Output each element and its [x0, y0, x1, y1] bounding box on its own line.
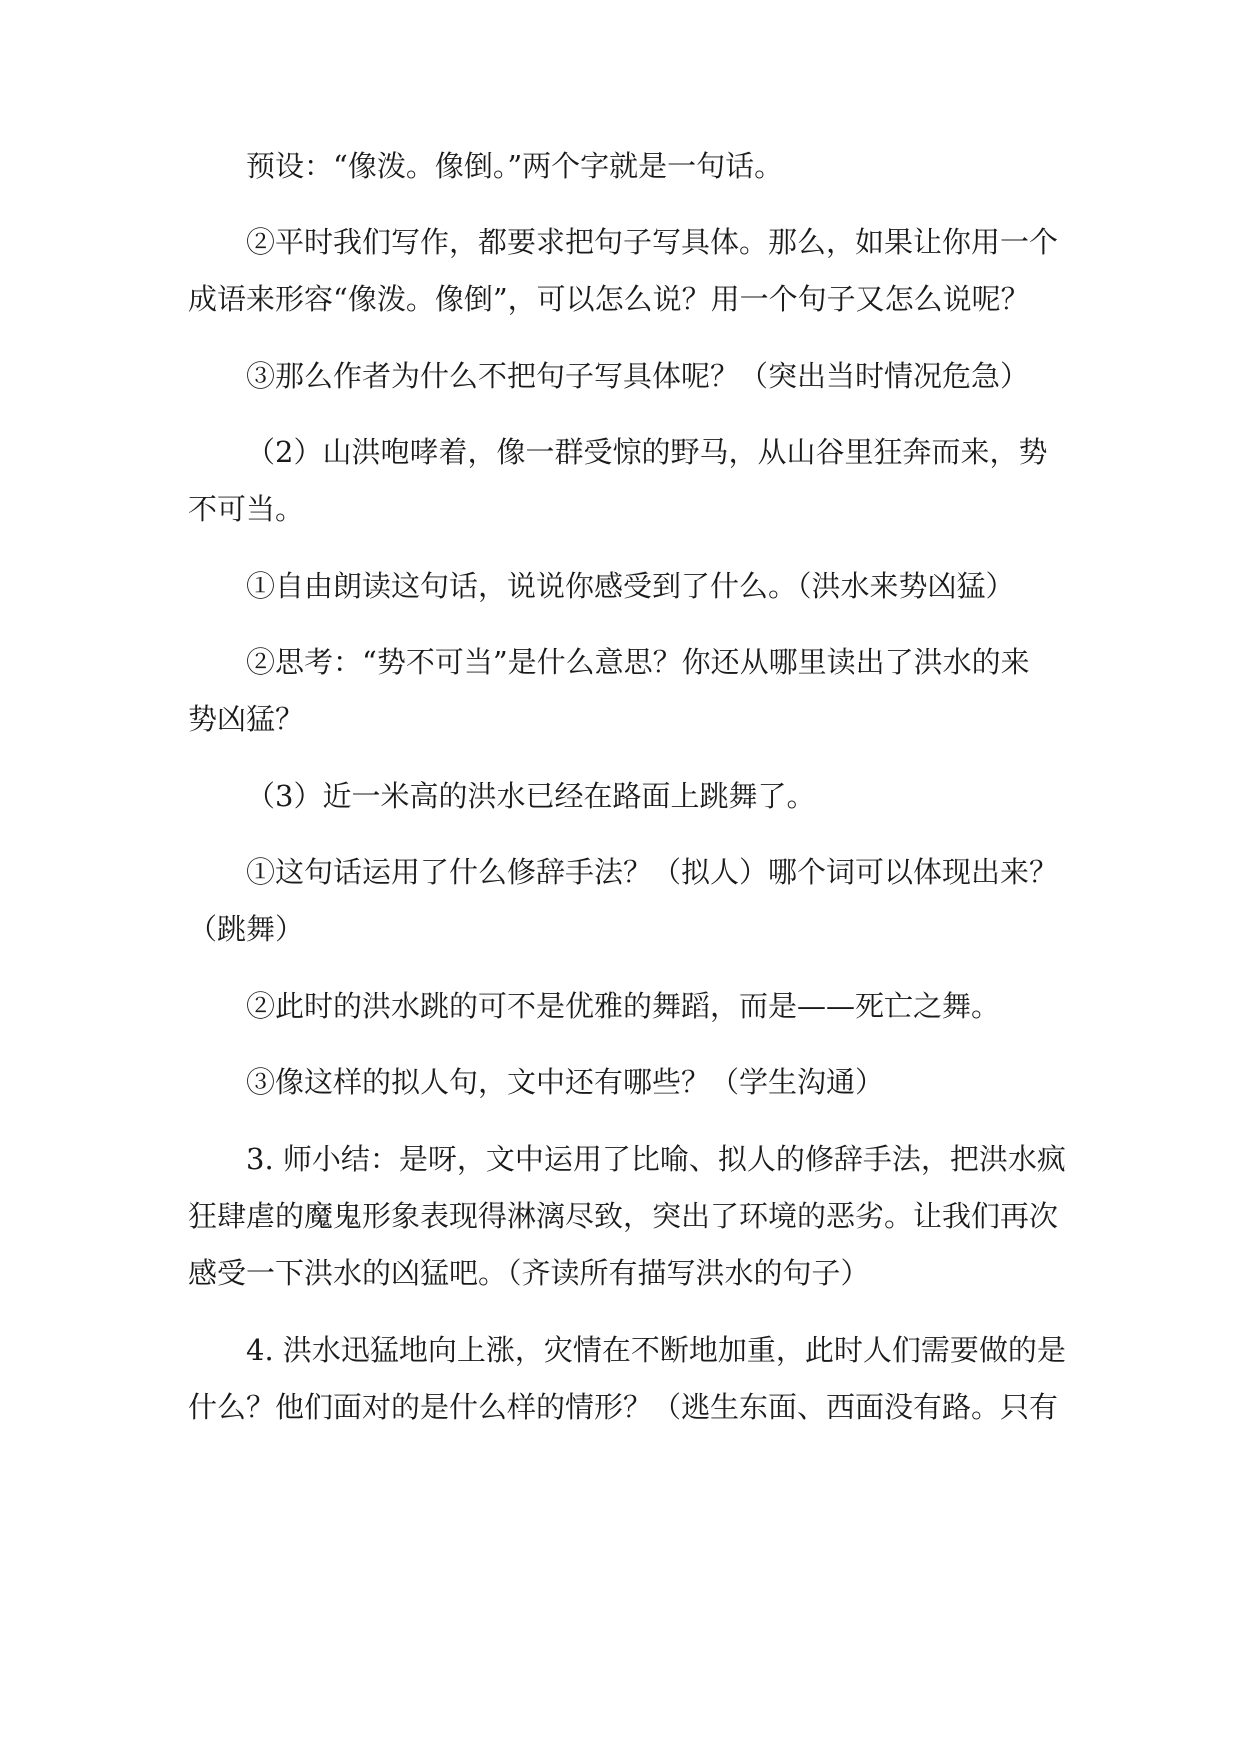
text-line: ③那么作者为什么不把句子写具体呢？（突出当时情况危急）	[246, 359, 1030, 393]
text-line: 4. 洪水迅猛地向上涨，灾情在不断地加重，此时人们需要做的是	[246, 1333, 1066, 1367]
text-line: （跳舞）	[188, 912, 305, 946]
text-line: ②此时的洪水跳的可不是优雅的舞蹈，而是——死亡之舞。	[246, 989, 1001, 1023]
text-line: 势凶猛？	[188, 702, 305, 736]
text-line: ①自由朗读这句话，说说你感受到了什么。（洪水来势凶猛）	[246, 569, 1015, 603]
text-line: ②思考：“势不可当”是什么意思？你还从哪里读出了洪水的来	[246, 645, 1030, 679]
text-line: 成语来形容“像泼。像倒”，可以怎么说？用一个句子又怎么说呢？	[188, 282, 1030, 316]
text-line: 3. 师小结：是呀，文中运用了比喻、拟人的修辞手法，把洪水疯	[246, 1142, 1066, 1176]
text-line: ①这句话运用了什么修辞手法？（拟人）哪个词可以体现出来？	[246, 855, 1059, 889]
text-line: 感受一下洪水的凶猛吧。（齐读所有描写洪水的句子）	[188, 1256, 870, 1290]
text-line: 预设：“像泼。像倒。”两个字就是一句话。	[246, 149, 784, 183]
text-line: ③像这样的拟人句，文中还有哪些？（学生沟通）	[246, 1065, 885, 1099]
text-line: （2）山洪咆哮着，像一群受惊的野马，从山谷里狂奔而来，势	[246, 435, 1048, 469]
text-line: 狂肆虐的魔鬼形象表现得淋漓尽致，突出了环境的恶劣。让我们再次	[188, 1199, 1059, 1233]
text-line: ②平时我们写作，都要求把句子写具体。那么，如果让你用一个	[246, 225, 1059, 259]
text-line: （3）近一米高的洪水已经在路面上跳舞了。	[246, 779, 816, 813]
text-line: 不可当。	[188, 492, 305, 526]
text-line: 什么？他们面对的是什么样的情形？（逃生东面、西面没有路。只有	[188, 1390, 1059, 1424]
